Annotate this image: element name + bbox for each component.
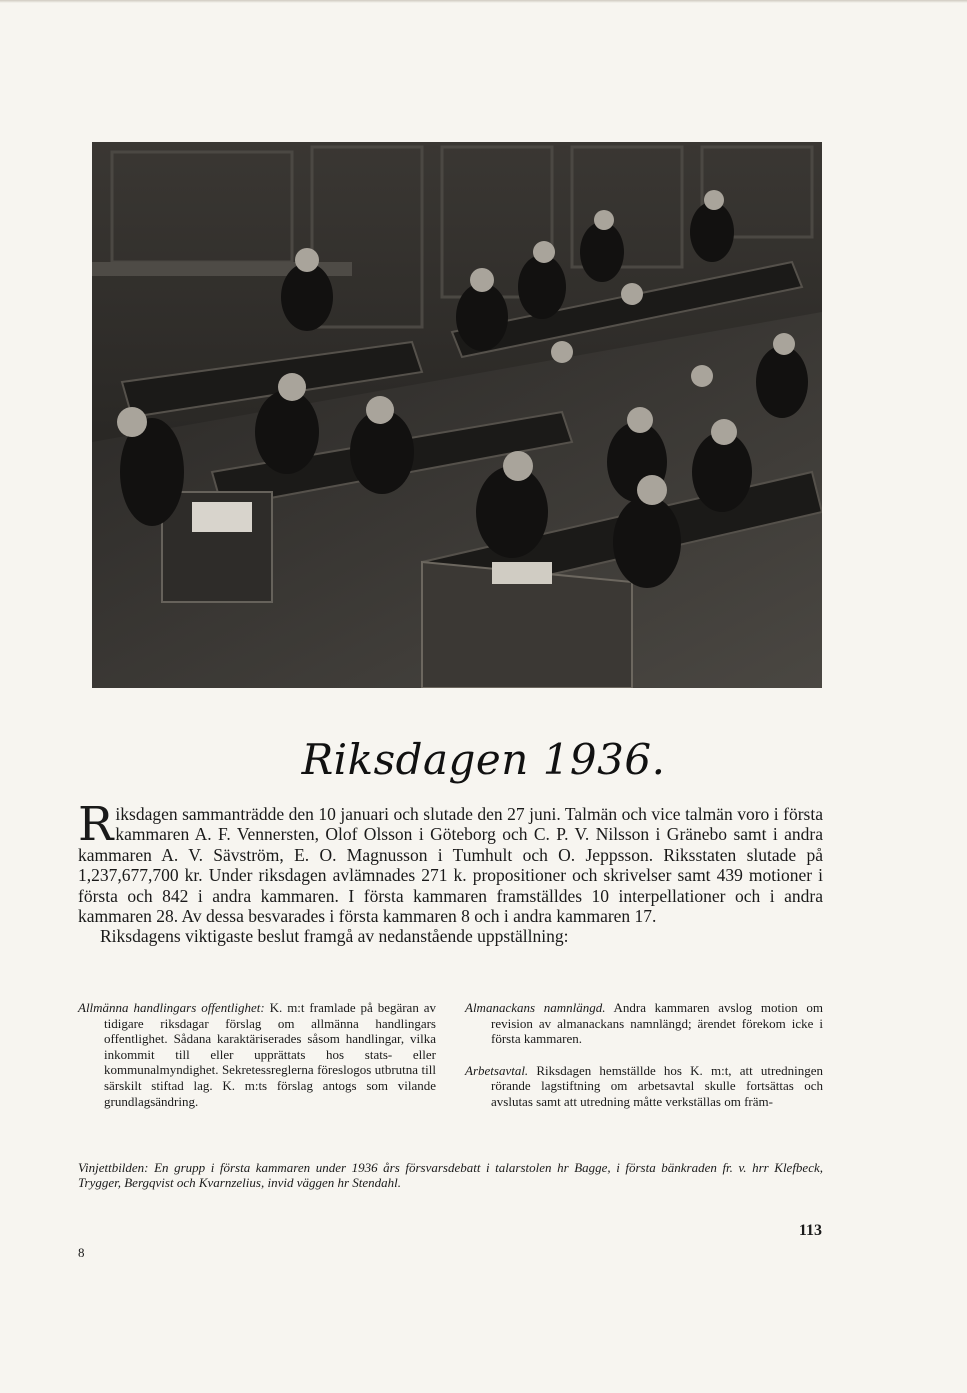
chamber-photo-drawing (92, 142, 822, 688)
chamber-photo (92, 142, 822, 688)
entry-arbetsavtal (465, 1063, 823, 1110)
entry-almanackans-namnlangd (465, 1000, 823, 1047)
page-title: Riksdagen 1936. (301, 735, 666, 784)
entry-text: K. m:t framlade på begäran av tidigare riksdagar förslag om allmänna handlingars offentlighet. Sådana karaktäriserades såsom handlingar, vilka inkommit till eller upprättats hos stats- eller kommunalmyndighet. Sekretessreglerna föreslogos utbrutna till särskilt stiftad lag. K. m:ts förslag antogs som vilande grundlagsändring. (104, 1000, 436, 1109)
entry-heading: Allmänna handlingars offentlighet: (78, 1000, 265, 1015)
right-column (465, 1000, 823, 1126)
signature-mark: 8 (78, 1245, 85, 1260)
page-top-edge (0, 0, 967, 3)
entry-heading: Almanackans namnlängd. (465, 1000, 606, 1015)
intro-paragraph-1-text: iksdagen sammanträdde den 10 januari och slutade den 27 juni. Talmän och vice talmän voro i första kammaren A. F. Vennersten, Olof Olsson i Göteborg och C. P. V. Nilsson i Gränebo samt i andra kammaren A. V. Sävström, E. O. Magnusson i Tumhult och O. Jeppsson. Riksstaten slutade på 1,237,677,700 kr. Under riksdagen avlämnades 271 k. propositioner och skrivelser samt 439 motioner i första och 842 i andra kammaren. I första kammaren framställdes 10 interpellationer och i andra kammaren 28. Av dessa besvarades i första kammaren 8 och i andra kammaren 17. (78, 804, 823, 927)
intro-paragraph-2: Riksdagens viktigaste beslut framgå av nedanstående uppställning: (100, 926, 569, 947)
intro-paragraph-1 (78, 797, 823, 927)
left-column (78, 1000, 436, 1125)
photo-caption: Vinjettbilden: En grupp i första kammaren under 1936 års försvarsdebatt i talarstolen hr Bagge, i första bänkraden fr. v. hrr Klefbeck, Trygger, Bergqvist och Kvarnzelius, invid väggen hr Stendahl. (78, 1160, 823, 1190)
entry-text: Riksdagen hemställde hos K. m:t, att utredningen rörande lagstiftning om arbetsavtal skulle fortsättas och avslutas samt att utredning måtte verkställas om främ- (491, 1062, 823, 1109)
page-number: 113 (798, 1222, 822, 1239)
entry-allmanna-handlingar (78, 1000, 436, 1109)
entry-text: Andra kammaren avslog motion om revision av almanackans namnlängd; ärendet förekom icke i första kammaren. (491, 1000, 823, 1047)
drop-cap: R (78, 797, 114, 852)
intro-text (78, 797, 823, 947)
entry-heading: Arbetsavtal. (465, 1062, 529, 1078)
